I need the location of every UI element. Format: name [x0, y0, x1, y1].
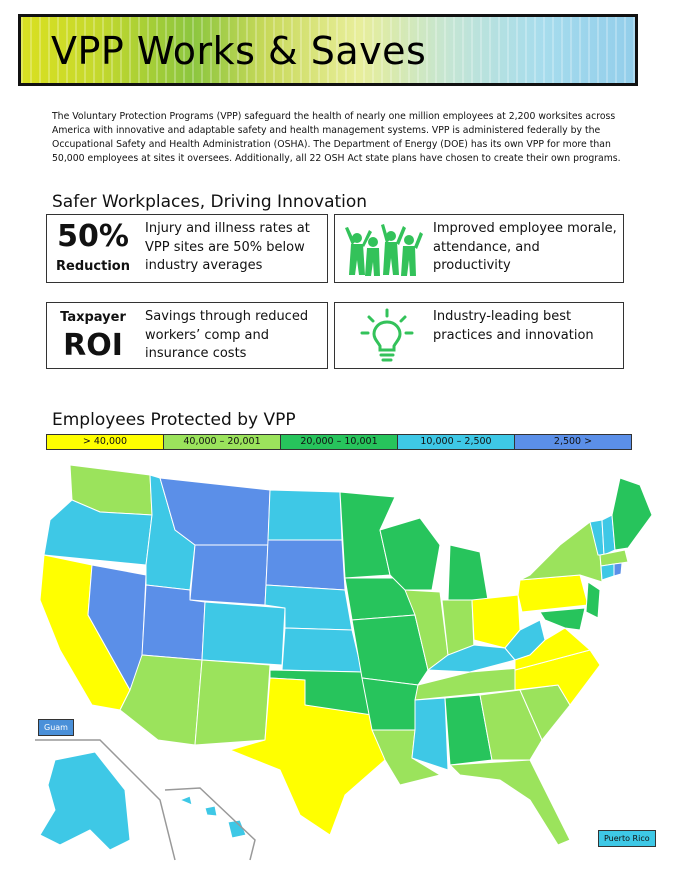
state-me	[612, 478, 652, 550]
state-ar	[362, 678, 418, 730]
card-innovation	[334, 302, 624, 369]
stat-big-value: ROI	[63, 328, 123, 363]
guam-label: Guam	[38, 719, 74, 736]
state-ms	[412, 698, 448, 770]
state-mi	[448, 545, 488, 600]
puerto-rico-label: Puerto Rico	[598, 830, 656, 847]
state-ks	[282, 628, 362, 672]
card-text: Improved employee morale, attendance, and productivity	[433, 221, 617, 273]
state-hi	[180, 796, 246, 838]
legend-item: 40,000 – 20,001	[164, 435, 281, 449]
stat-caption: Taxpayer	[60, 310, 126, 325]
card-injury-reduction	[46, 214, 328, 283]
stat-big-value: 50%	[57, 219, 129, 254]
state-nd	[268, 490, 342, 540]
legend-item: > 40,000	[47, 435, 164, 449]
state-nm	[195, 660, 270, 745]
card-text: Injury and illness rates at VPP sites are 50% below industry averages	[145, 221, 310, 273]
celebrating-people-icon	[343, 220, 423, 280]
stat-caption: Reduction	[56, 259, 130, 274]
state-ak	[40, 752, 130, 850]
section-heading-safer-workplaces: Safer Workplaces, Driving Innovation	[52, 192, 368, 212]
lightbulb-icon	[359, 308, 415, 364]
state-nj	[586, 582, 600, 618]
state-sd	[266, 540, 345, 590]
state-fl	[450, 760, 570, 845]
state-mo	[352, 615, 428, 685]
state-ct	[601, 564, 614, 580]
state-pa	[518, 575, 588, 612]
page-title: VPP Works & Saves	[51, 29, 427, 73]
card-taxpayer-roi	[46, 302, 328, 369]
card-morale	[334, 214, 624, 283]
section-heading-employees-protected: Employees Protected by VPP	[52, 410, 296, 430]
legend-item: 20,000 – 10,001	[281, 435, 398, 449]
header-banner	[18, 14, 638, 86]
state-ri	[614, 563, 622, 576]
state-md	[540, 608, 585, 630]
card-text: Industry-leading best practices and innovation	[433, 309, 594, 343]
intro-paragraph: The Voluntary Protection Programs (VPP) safeguard the health of nearly one million employees at 2,200 worksites across America with innovative and adaptable safety and health management systems. VPP is administered federally by the Occupational Safety and Health Administration (OSHA). The Department of Energy (DOE) has its own VPP for more than 50,000 employees at sites it oversees. Additionally, all 22 OSH Act state plans have chosen to create their own programs.	[52, 111, 621, 164]
map-legend	[46, 434, 632, 450]
state-ny	[520, 522, 602, 582]
state-wy	[190, 545, 268, 605]
us-vpp-map	[0, 455, 675, 870]
legend-item: 10,000 – 2,500	[398, 435, 515, 449]
state-co	[202, 602, 285, 665]
card-text: Savings through reduced workers’ comp and insurance costs	[145, 309, 309, 361]
legend-item: 2,500 >	[515, 435, 631, 449]
